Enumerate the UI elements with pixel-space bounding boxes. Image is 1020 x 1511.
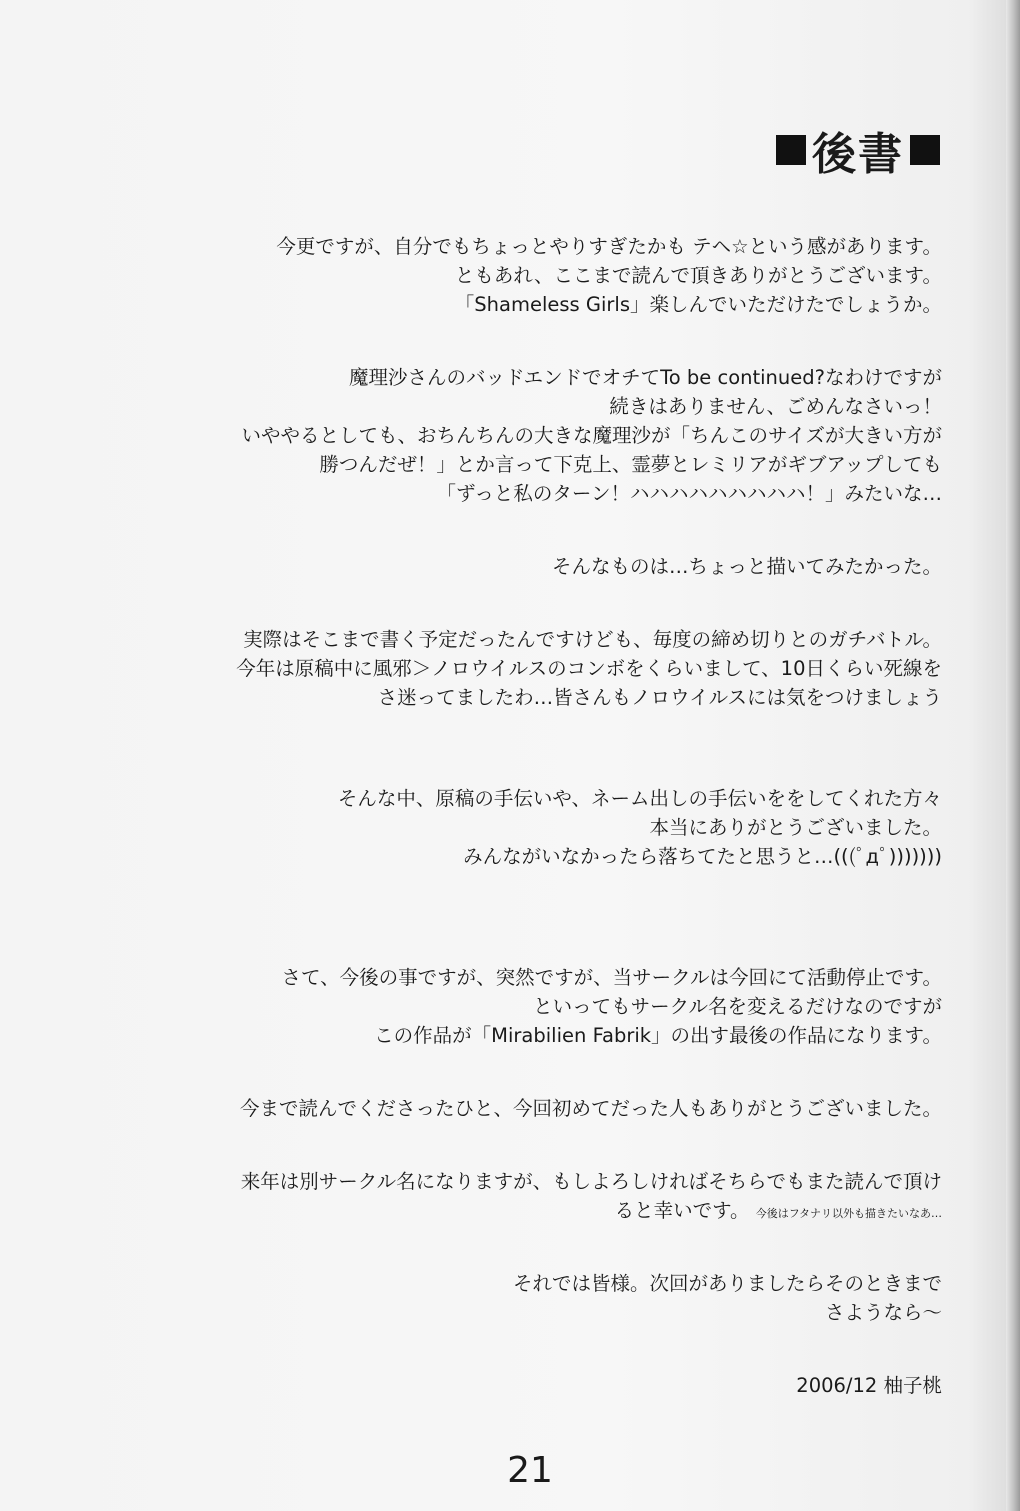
text-line: 来年は別サークル名になりますが、もしよろしければそちらでもまた読んで頂け xyxy=(240,1170,942,1193)
text-line: 今年は原稿中に風邪＞ノロウイルスのコンボをくらいまして、10日くらい死線を xyxy=(236,657,942,680)
text-line: さ迷ってましたわ…皆さんもノロウイルスには気をつけましょう xyxy=(377,686,942,709)
text-line: それでは皆様。次回がありましたらそのときまで xyxy=(512,1272,942,1295)
black-square-icon xyxy=(910,135,940,165)
text-line: さようなら～ xyxy=(824,1301,942,1324)
text-line: 今更ですが、自分でもちょっとやりすぎたかも テヘ☆という感があります。 xyxy=(276,235,942,258)
black-square-icon xyxy=(776,135,806,165)
text-line: 本当にありがとうございました。 xyxy=(649,816,942,839)
aside-note: 今後はフタナリ以外も描きたいなあ… xyxy=(755,1207,942,1220)
afterword-body xyxy=(62,232,942,1400)
page-number: 21 xyxy=(507,1450,553,1491)
page-edge-shadow xyxy=(1006,0,1020,1511)
text-line: といってもサークル名を変えるだけなのですが xyxy=(533,995,942,1018)
text-line: みんながいなかったら落ちてたと思うと…(((ﾟдﾟ))))))) xyxy=(463,845,942,868)
text-line: 今まで読んでくださったひと、今回初めてだった人もありがとうございました。 xyxy=(239,1097,942,1120)
text-line: さて、今後の事ですが、突然ですが、当サークルは今回にて活動停止です。 xyxy=(281,966,942,989)
text-line: 「Shameless Girls」楽しんでいただけたでしょうか。 xyxy=(454,293,942,316)
text-line: 続きはありません、ごめんなさいっ！ xyxy=(609,395,942,418)
text-line: 勝つんだぜ！」とか言って下克上、霊夢とレミリアがギブアップしても xyxy=(319,453,942,476)
text-line: そんな中、原稿の手伝いや、ネーム出しの手伝いををしてくれた方々 xyxy=(337,787,942,810)
heading-text: 後書 xyxy=(812,129,904,180)
text-line: 「ずっと私のターン！ハハハハハハハハハ！」みたいな… xyxy=(436,482,942,505)
text-line-with-aside xyxy=(62,1196,942,1225)
signature: 2006/12 柚子桃 xyxy=(796,1374,942,1397)
afterword-heading xyxy=(776,118,940,182)
text-line: そんなものは…ちょっと描いてみたかった。 xyxy=(551,555,942,578)
text-segment: ると幸いです。 xyxy=(614,1199,750,1222)
text-line: ともあれ、ここまで読んで頂きありがとうございます。 xyxy=(454,264,942,287)
text-line: この作品が「Mirabilien Fabrik」の出す最後の作品になります。 xyxy=(374,1024,942,1047)
text-line: 実際はそこまで書く予定だったんですけども、毎度の締め切りとのガチバトル。 xyxy=(243,628,942,651)
text-line: 魔理沙さんのバッドエンドでオチてTo be continued?なわけですが xyxy=(348,366,942,389)
text-line: いややるとしても、おちんちんの大きな魔理沙が「ちんこのサイズが大きい方が xyxy=(241,424,942,447)
